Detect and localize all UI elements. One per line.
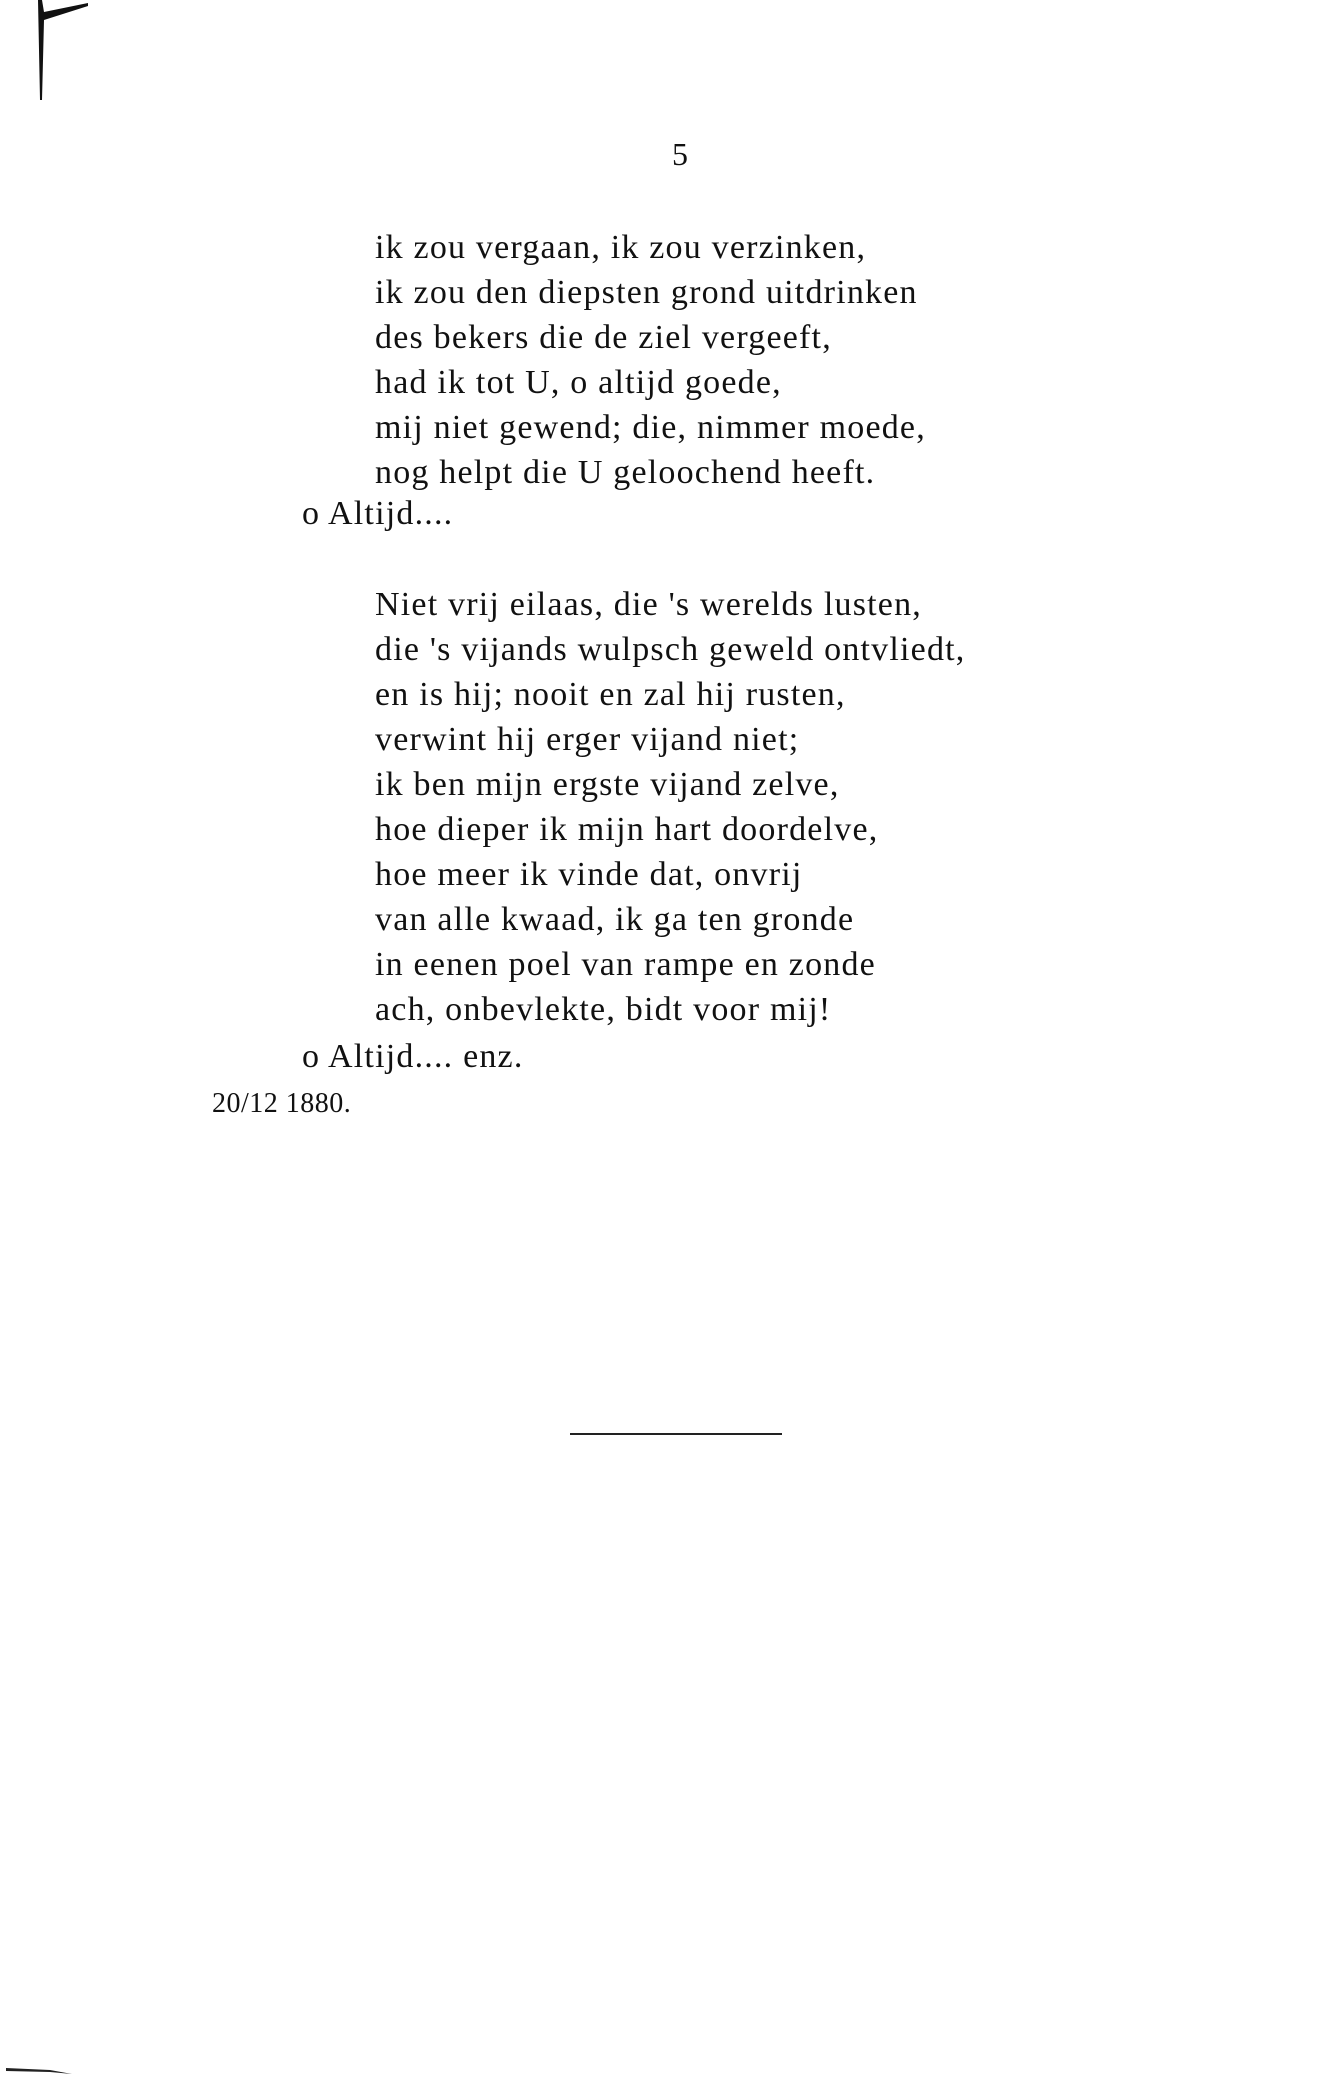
scan-edge-mark	[0, 2060, 90, 2080]
verse-line: van alle kwaad, ik ga ten gronde	[375, 901, 855, 938]
verse-line: hoe dieper ik mijn hart doordelve,	[375, 811, 879, 848]
verse-line: hoe meer ik vinde dat, onvrij	[375, 856, 803, 893]
verse-line: ik zou den diepsten grond uitdrinken	[375, 274, 918, 311]
scan-corner-mark	[30, 0, 90, 110]
verse-line: ik zou vergaan, ik zou verzinken,	[375, 229, 867, 266]
verse-line: en is hij; nooit en zal hij rusten,	[375, 676, 846, 713]
section-divider-rule	[570, 1433, 782, 1435]
stanza-1	[375, 225, 926, 495]
refrain-1: o Altijd....	[302, 495, 454, 532]
verse-line: verwint hij erger vijand niet;	[375, 721, 800, 758]
poem-date: 20/12 1880.	[212, 1088, 352, 1119]
page-number	[0, 136, 1340, 173]
verse-line: ach, onbevlekte, bidt voor mij!	[375, 991, 832, 1028]
verse-line: mij niet gewend; die, nimmer moede,	[375, 409, 926, 446]
verse-line: ik ben mijn ergste vijand zelve,	[375, 766, 840, 803]
verse-line: in eenen poel van rampe en zonde	[375, 946, 876, 983]
verse-line: nog helpt die U geloochend heeft.	[375, 454, 876, 491]
verse-line: die 's vijands wulpsch geweld ontvliedt,	[375, 631, 966, 668]
verse-line: des bekers die de ziel vergeeft,	[375, 319, 832, 356]
page-number-text: 5	[672, 136, 688, 172]
refrain-2: o Altijd.... enz.	[302, 1038, 524, 1075]
stanza-2	[375, 582, 966, 1032]
verse-line: had ik tot U, o altijd goede,	[375, 364, 782, 401]
verse-line: Niet vrij eilaas, die 's werelds lusten,	[375, 586, 922, 623]
